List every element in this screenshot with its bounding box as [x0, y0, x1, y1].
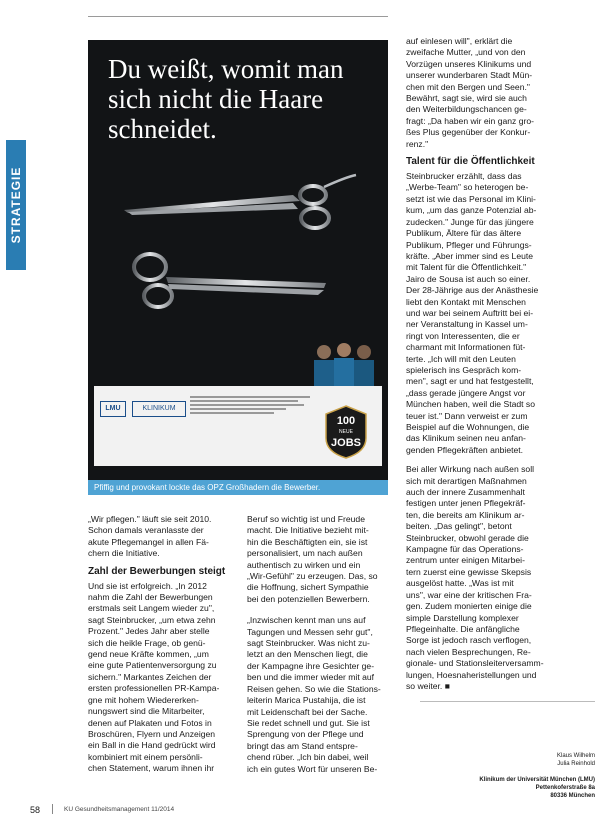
text-line: beiten. „Das gelingt", betont	[406, 521, 512, 532]
text-line: nach vielen Besprechungen, Re-	[406, 646, 531, 657]
column-1-intro	[88, 514, 230, 560]
text-line: chen Statement, warum ihnen ihr	[88, 763, 215, 774]
text-line: charmant mit Informationen füt-	[406, 342, 526, 353]
ad-footer-panel	[94, 386, 382, 466]
campaign-ad-image	[88, 40, 388, 480]
text-line: Sprengung von der Pflege und	[247, 729, 364, 740]
text-line: gionale- und Stationsleiterversamm-	[406, 658, 544, 669]
section-tab-label: STRATEGIE	[9, 166, 23, 244]
text-line: lungen, Hoesnaheristellungen und	[406, 669, 537, 680]
text-line: Vorzügen unseres Klinikums und	[406, 58, 532, 69]
text-line: die Hoffnung, sichert Sympathie	[247, 582, 369, 593]
text-line: setzt ist wie das Personal im Klini-	[406, 193, 536, 204]
text-line: Sorge ist jedoch rasch verflogen,	[406, 635, 532, 646]
ad-fineprint	[190, 394, 310, 416]
right-column-intro	[406, 36, 598, 150]
text-line: hin die Beschäftigten ein, sie ist	[247, 536, 368, 547]
right-column	[406, 36, 598, 692]
text-line: Steinbrucker, obwohl gerade die	[406, 532, 529, 543]
text-line: Broschüren, Flyern und Anzeigen	[88, 728, 216, 739]
text-line: chern die Initiative.	[88, 548, 160, 559]
text-line: ner Veranstaltung in Kassel um-	[406, 319, 528, 330]
text-line: Jairo de Sousa ist auch so einer.	[406, 273, 531, 284]
column-1-body	[88, 581, 230, 775]
text-line: auf einlesen will", erklärt die	[406, 36, 513, 46]
author-name: Klaus Wilhelm	[556, 753, 595, 759]
text-line: personalisiert, um nach außen	[247, 548, 363, 559]
text-line: Steinbrucker erzählt, dass das	[406, 171, 522, 182]
end-rule	[420, 701, 595, 702]
text-line: „Inzwischen kennt man uns auf	[247, 615, 366, 626]
text-line: sich die heikle Frage, ob genü-	[88, 637, 206, 648]
publication-footer: KU Gesundheitsmanagement 11/2014	[64, 806, 175, 813]
text-line: bei den potenziellen Bewerbern.	[247, 593, 370, 604]
text-line: Der 28-Jährige aus der Anästhesie	[406, 285, 539, 296]
text-line: fragt: „Da haben wir ein ganz gro-	[406, 115, 535, 126]
section-tab	[6, 140, 26, 270]
text-line: sichern." Markantes Zeichen der	[88, 671, 212, 682]
text-line: erstmals seit Langem wieder zu",	[88, 603, 215, 614]
text-line: ringt von Interessenten, die er	[406, 330, 520, 341]
text-line: nungswert sind die Mitarbeiter,	[88, 706, 205, 717]
text-line: ßes Plus gegenüber der Konkur-	[406, 127, 531, 138]
scissors-illustration	[88, 165, 388, 365]
text-line: gne mit hohem Wiedererken-	[88, 694, 199, 705]
text-line: „Wir pflegen." läuft sie seit 2010.	[88, 514, 212, 524]
text-line: Reisen gehen. So wie die Stations-	[247, 683, 381, 694]
author-affiliation	[425, 776, 595, 800]
text-line: tern zuerst eine gewisse Skepsis	[406, 566, 532, 577]
affiliation-line: Pettenkoferstraße 8a	[535, 785, 595, 791]
subheading-talent: Talent für die Öffentlichkeit	[406, 156, 535, 168]
upper-scissors-icon	[124, 175, 356, 228]
text-line: so weiter. ■	[406, 680, 450, 691]
author-name: Julia Reinhold	[557, 761, 595, 767]
text-line: ein Ball in die Hand gedrückt wird	[88, 740, 216, 751]
text-line: leiterin Marica Pustahija, die ist	[247, 695, 366, 706]
text-line: ausgelöst hatte. „Was ist mit	[406, 578, 514, 589]
text-line: Bei aller Wirkung nach außen soll	[406, 464, 535, 475]
column-2-body	[247, 615, 389, 775]
text-line: den Weiterbildungschancen ge-	[406, 104, 527, 115]
badge-subtitle: NEUE	[339, 429, 353, 435]
ad-headline-line: Du weißt, womit man	[108, 54, 344, 84]
text-line: sagt Steinbrucker. Was nicht zu-	[247, 638, 370, 649]
text-line: gen. Zudem monierten einige die	[406, 601, 532, 612]
text-line: „Wir-Gefühl" zu erzeugen. Das, so	[247, 571, 378, 582]
text-line: Beruf so wichtig ist und Freude	[247, 514, 365, 524]
ad-headline-line: sich nicht die Haare	[108, 84, 324, 114]
text-line: teuer ist." Dann verweist er zum	[406, 410, 528, 421]
text-line: Sie redet schnell und gut. Sie ist	[247, 717, 370, 728]
text-line: mit Talent für die Öffentlichkeit."	[406, 262, 527, 273]
text-line: zentrum unter einigen Mitarbei-	[406, 555, 525, 566]
text-line: letzt an den Menschen liegt, die	[247, 649, 368, 660]
right-column-body	[406, 171, 598, 456]
text-line: men", sagt er und hat festgestellt,	[406, 376, 534, 387]
ad-headline	[108, 54, 378, 144]
text-line: zudecken." Junge für das jüngere	[406, 216, 534, 227]
text-line: gend neue Kräfte kommen, „um	[88, 649, 209, 660]
footer-separator	[52, 804, 53, 814]
klinikum-logo: KLINIKUM	[132, 401, 186, 417]
text-line: bringt das am Stand entspre-	[247, 740, 358, 751]
text-line: spielerisch ins Gespräch kom-	[406, 364, 522, 375]
text-line: renz."	[406, 138, 429, 149]
ad-headline-line: schneidet.	[108, 114, 217, 144]
text-line: München haben, weil die Stadt so	[406, 399, 535, 410]
text-line: uns", war eine der kritischen Fra-	[406, 589, 532, 600]
text-line: mit Leidenschaft bei der Sache.	[247, 706, 368, 717]
lmu-logo: LMU	[100, 401, 126, 417]
text-line: Prozent." Jedes Jahr aber stelle	[88, 626, 210, 637]
badge-number: 100	[336, 415, 356, 427]
text-line: unserer wunderbaren Stadt Mün-	[406, 70, 533, 81]
affiliation-line: Klinikum der Universität München (LMU)	[479, 777, 595, 783]
text-line: Bewährt, sagt sie, wird sie auch	[406, 93, 527, 104]
text-line: auch der innere Zusammenhalt	[406, 487, 525, 498]
text-line: eine gute Patientenversorgung zu	[88, 660, 217, 671]
text-line: Publikum, Ältere für das ältere	[406, 228, 522, 239]
right-column-closing	[406, 464, 598, 692]
text-line: der Kampagne ihre Gesichter ge-	[247, 660, 375, 671]
text-line: ten, die bereits am Klinikum ar-	[406, 509, 525, 520]
text-line: Und sie ist erfolgreich. „In 2012	[88, 580, 207, 591]
text-line: festigen unter jenen Pflegekräf-	[406, 498, 526, 509]
top-rule	[88, 16, 388, 17]
text-line: „Werbe-Team" so heterogen be-	[406, 182, 529, 193]
badge-jobs: JOBS	[331, 437, 361, 449]
text-line: „dass gerade jüngere Angst vor	[406, 387, 526, 398]
100-jobs-badge	[322, 404, 370, 460]
text-line: Kampagne für das Operations-	[406, 544, 524, 555]
subheading-bewerbungen: Zahl der Bewerbungen steigt	[88, 565, 226, 577]
text-line: liebt den Kontakt mit Menschen	[406, 296, 526, 307]
text-line: nahm die Zahl der Bewerbungen	[88, 592, 213, 603]
text-line: ersten professionellen PR-Kampa-	[88, 683, 220, 694]
author-names	[425, 752, 595, 768]
text-line: zweifache Mutter, „und von den	[406, 47, 526, 58]
text-line: kum, „um das ganze Potenzial ab-	[406, 205, 537, 216]
text-line: das Klinikum seinen neu anfan-	[406, 433, 526, 444]
text-line: chend rüber. „Ich bin dabei, weil	[247, 752, 369, 763]
column-2	[247, 514, 389, 775]
text-line: sagt Steinbrucker, „um etwa zehn	[88, 614, 216, 625]
lower-scissors-icon	[134, 254, 326, 307]
image-caption: Pfiffig und provokant lockte das OPZ Großhadern die Bewerber.	[88, 480, 388, 495]
text-line: ich ein gutes Wort für unseren Be-	[247, 763, 378, 774]
text-line: denen auf Plakaten und Fotos in	[88, 717, 212, 728]
text-line: kombiniert mit einem persönli-	[88, 751, 203, 762]
text-line: akute Pflegemangel in allen Fä-	[88, 536, 209, 547]
page-number: 58	[30, 805, 41, 815]
text-line: Publikum, Pfleger und Führungs-	[406, 239, 532, 250]
text-line: Pflegeinhalte. Die anfängliche	[406, 623, 520, 634]
text-line: Tagungen und Messen sehr gut",	[247, 626, 373, 637]
column-1	[88, 514, 230, 775]
text-line: und war bei seinem Auftritt bei ei-	[406, 307, 534, 318]
text-line: kräfte. „Aber immer sind es Leute	[406, 250, 534, 261]
text-line: authentisch zu wirken und ein	[247, 559, 361, 570]
text-line: genden Pflegekräften anbietet.	[406, 444, 524, 455]
text-line: Beispiel auf die Wohnungen, die	[406, 422, 530, 432]
affiliation-line: 80336 München	[550, 793, 595, 799]
text-line: simple Darstellung komplexer	[406, 612, 519, 623]
text-line: Schon damals veranlasste der	[88, 525, 204, 536]
text-line: terte. „Ich will mit den Leuten	[406, 353, 516, 364]
staff-photo	[310, 338, 380, 386]
text-line: ben und die immer wieder mit auf	[247, 672, 375, 683]
text-line: macht. Die Initiative bezieht mit-	[247, 525, 369, 536]
text-line: chen mit den Bergen und Seen."	[406, 81, 530, 92]
text-line: sich mit derartigen Maßnahmen	[406, 475, 527, 486]
column-2-intro	[247, 514, 389, 605]
